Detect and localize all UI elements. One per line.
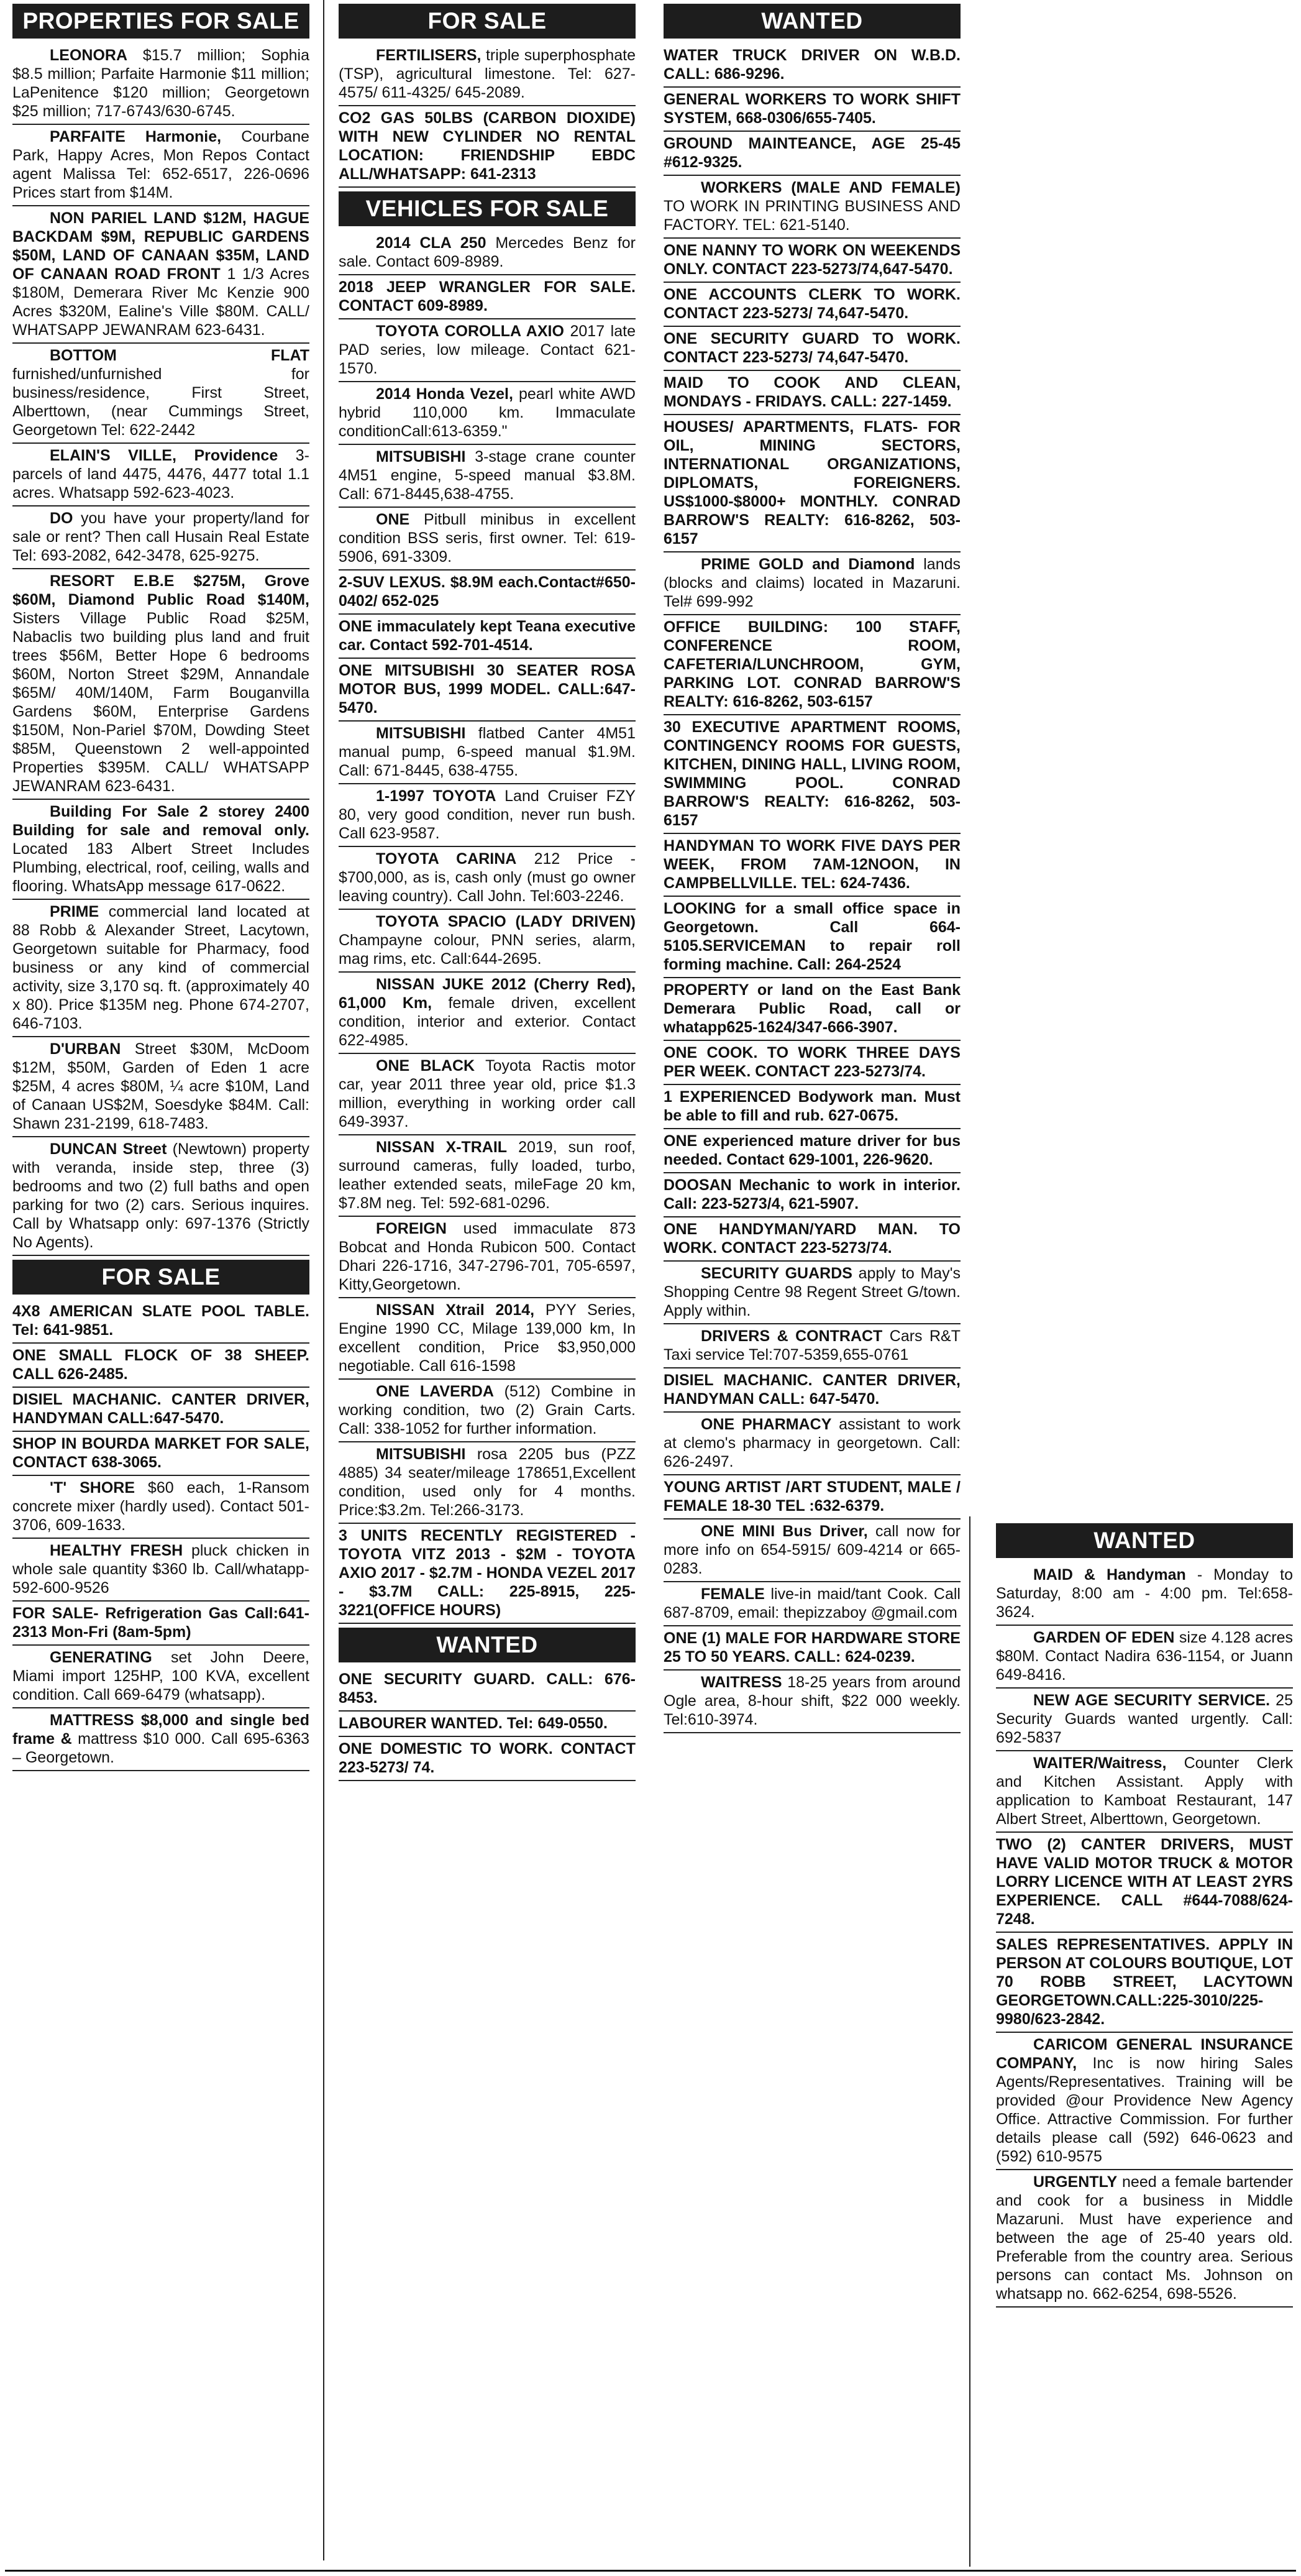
classified-ad	[339, 1524, 636, 1624]
ad-lead-text: MAID TO COOK AND CLEAN, MONDAYS - FRIDAYS. CALL: 227-1459.	[664, 374, 961, 410]
ads-properties	[12, 44, 309, 1256]
ad-body-text: live-in maid/tant Cook. Call 687-8709, email: thepizzaboy @gmail.com	[664, 1585, 961, 1621]
classified-ad	[339, 106, 636, 188]
section-header-properties-for-sale: PROPERTIES FOR SALE	[12, 4, 309, 39]
classified-ad	[339, 1217, 636, 1298]
classified-ad	[339, 1737, 636, 1781]
classified-ad	[664, 615, 961, 715]
ad-lead-text: LOOKING for a small office space in Georgetown. Call 664-5105.SERVICEMAN to repair roll forming machine. Call: 264-2524	[664, 900, 961, 973]
ad-lead-text: WATER TRUCK DRIVER ON W.B.D. CALL: 686-9296.	[664, 47, 961, 83]
ad-body-text: Located 183 Albert Street Includes Plumbing, electrical, roof, ceiling, walls and flooring. WhatsApp message 617-0622.	[12, 840, 309, 895]
classified-ad	[996, 1751, 1293, 1833]
ad-lead-text: LEONORA	[50, 47, 127, 64]
ad-lead-text: ONE ACCOUNTS CLERK TO WORK. CONTACT 223-5273/ 74,647-5470.	[664, 286, 961, 322]
ad-lead-text: RESORT E.B.E $275M, Grove $60M, Diamond Public Road $140M,	[12, 572, 309, 608]
ads-vehicles	[339, 231, 636, 1624]
ad-body-text: 212 Price - $700,000, as is, cash only (must go owner leaving country). Call John. Tel:603-2246.	[339, 850, 636, 905]
classified-ad	[12, 1388, 309, 1432]
ad-lead-text: D'URBAN	[50, 1040, 121, 1058]
ad-lead-text: 2014 Honda Vezel,	[376, 385, 513, 403]
ad-lead-text: Building For Sale 2 storey 2400 Building for sale and removal only.	[12, 803, 309, 839]
ad-body-text: flatbed Canter 4M51 manual pump, 6-speed manual $1.9M. Call: 671-8445, 638-4755.	[339, 725, 636, 779]
ad-lead-text: SHOP IN BOURDA MARKET FOR SALE, CONTACT 638-3065.	[12, 1435, 309, 1471]
ad-lead-text: FOR SALE- Refrigeration Gas Call:641-2313 Mon-Fri (8am-5pm)	[12, 1605, 309, 1641]
ad-lead-text: ONE (1) MALE FOR HARDWARE STORE 25 TO 50 YEARS. CALL: 624-0239.	[664, 1629, 961, 1666]
ad-body-text: 1 1/3 Acres $180M, Demerara River Mc Kenzie 900 Acres $320M, Ealine's Ville $80M. CALL/ WHATSAPP JEWANRAM 623-6431.	[12, 265, 309, 339]
classified-ad	[339, 847, 636, 910]
ad-lead-text: ONE PHARMACY	[701, 1416, 832, 1433]
classified-ad	[664, 176, 961, 239]
classified-ad	[664, 239, 961, 283]
ad-lead-text: ONE immaculately kept Teana executive car. Contact 592-701-4514.	[339, 618, 636, 654]
ad-lead-text: HEALTHY FRESH	[50, 1542, 183, 1559]
ad-body-text: need a female bartender and cook for a business in Middle Mazaruni. Must have experience and between the age of 25-40 years old. Preferable from the country area. Serious persons can contact Ms. Johnson on whatsapp no. 662-6254, 698-5526.	[996, 2173, 1293, 2303]
classified-ad	[339, 1298, 636, 1380]
ad-body-text: pluck chicken in whole sale quantity $360 lb. Call/whatapp- 592-600-9526	[12, 1542, 309, 1597]
ad-body-text: - Monday to Saturday, 8:00 am - 4:00 pm. Tel:658-3624.	[996, 1566, 1293, 1621]
ad-body-text: set John Deere, Miami import 125HP, 100 KVA, excellent condition. Call 669-6479 (whatsapp).	[12, 1649, 309, 1703]
ads-for-sale-misc	[339, 44, 636, 188]
classified-ad	[339, 508, 636, 571]
ad-lead-text: ONE experienced mature driver for bus needed. Contact 629-1001, 226-9620.	[664, 1132, 961, 1168]
classified-ad	[664, 88, 961, 132]
ad-lead-text: ELAIN'S VILLE, Providence	[50, 447, 278, 464]
ad-lead-text: HOUSES/ APARTMENTS, FLATS- FOR OIL, MINING SECTORS, INTERNATIONAL ORGANIZATIONS, DIPLOMATS, FOREIGNERS. US$1000-$8000+ MONTHLY. CONRAD BARROW'S REALTY: 616-8262, 503-6157	[664, 418, 961, 548]
classified-ad	[339, 973, 636, 1054]
classified-ad	[12, 444, 309, 506]
ad-body-text: 3-stage crane counter 4M51 engine, 5-speed manual $3.8M. Call: 671-8445,638-4755.	[339, 448, 636, 503]
classified-ad	[339, 275, 636, 319]
classified-ad	[664, 1324, 961, 1368]
ad-body-text: 18-25 years from around Ogle area, 8-hour shift, $22 000 weekly. Tel:610-3974.	[664, 1674, 961, 1728]
ads-wanted-col3	[664, 44, 961, 1733]
classified-ad	[339, 1135, 636, 1217]
ad-body-text: Land Cruiser FZY 80, very good condition, never run bush. Call 623-9587.	[339, 787, 636, 842]
ad-lead-text: ONE BLACK	[376, 1057, 475, 1075]
ad-lead-text: GROUND MAINTEANCE, AGE 25-45 #612-9325.	[664, 135, 961, 171]
classified-ad	[12, 569, 309, 800]
ad-body-text: rosa 2205 bus (PZZ 4885) 34 seater/mileage 178651,Excellent condition, used only for 4 months. Price:$3.2m. Tel:266-3173.	[339, 1446, 636, 1519]
ad-lead-text: CO2 GAS 50LBS (CARBON DIOXIDE) WITH NEW CYLINDER NO RENTAL LOCATION: FRIENDSHIP EBDC ALL/WHATSAPP: 641-2313	[339, 109, 636, 183]
classified-ad	[664, 1085, 961, 1129]
classified-ad	[996, 1689, 1293, 1751]
ad-lead-text: PRIME	[50, 903, 99, 920]
ad-lead-text: MAID & Handyman	[1033, 1566, 1186, 1584]
classified-ad	[12, 1344, 309, 1388]
ad-lead-text: 2-SUV LEXUS. $8.9M each.Contact#650-0402/ 652-025	[339, 574, 636, 610]
classified-ad	[12, 900, 309, 1037]
ad-lead-text: CARICOM GENERAL INSURANCE COMPANY,	[996, 2036, 1293, 2072]
ad-lead-text: YOUNG ARTIST /ART STUDENT, MALE / FEMALE 18-30 TEL :632-6379.	[664, 1478, 961, 1515]
ad-body-text: (Newtown) property with veranda, inside step, three (3) bedrooms and two (2) full baths and open parking for two (2) cars. Serious inquires. Call by Whatsapp only: 697-1376 (Strictly No Agents).	[12, 1140, 309, 1251]
classified-ad	[339, 231, 636, 275]
ad-lead-text: TWO (2) CANTER DRIVERS, MUST HAVE VALID MOTOR TRUCK & MOTOR LORRY LICENCE WITH AT LEAST 2YRS EXPERIENCE. CALL #644-7088/624-7248.	[996, 1836, 1293, 1928]
ad-body-text: PYY Series, Engine 1990 CC, Milage 139,000 km, In excellent condition, Price $3,950,000 negotiable. Call 616-1598	[339, 1301, 636, 1375]
classified-ad	[339, 722, 636, 784]
ad-body-text: commercial land located at 88 Robb & Alexander Street, Lacytown, Georgetown suitable for Pharmacy, food business or any kind of commercial activity, size 3,170 sq. ft. (approximately 40 x 80). Price $135M neg. Phone 674-2707, 646-7103.	[12, 903, 309, 1032]
ad-lead-text: OFFICE BUILDING: 100 STAFF, CONFERENCE ROOM, CAFETERIA/LUNCHROOM, GYM, PARKING LOT. CONRAD BARROW'S REALTY: 616-8262, 503-6157	[664, 618, 961, 710]
ad-lead-text: 2014 CLA 250	[376, 234, 486, 252]
classified-ad	[996, 1933, 1293, 2033]
ad-lead-text: PRIME GOLD and Diamond	[701, 556, 915, 573]
classified-ad	[12, 1037, 309, 1137]
ad-body-text: Street $30M, McDoom $12M, $50M, Garden of Eden 1 acre $25M, 4 acres $80M, ¼ acre $10M, Land of Canaan US$2M, Soesdyke $84M. Call: Shawn 231-2199, 618-7483.	[12, 1040, 309, 1132]
ads-wanted-col2	[339, 1667, 636, 1781]
ad-lead-text: 4X8 AMERICAN SLATE POOL TABLE. Tel: 641-9851.	[12, 1303, 309, 1339]
classified-ad	[664, 1475, 961, 1519]
classified-ad	[664, 1129, 961, 1173]
ad-lead-text: SALES REPRESENTATIVES. APPLY IN PERSON AT COLOURS BOUTIQUE, LOT 70 ROBB STREET, LACYTOWN GEORGETOWN.CALL:225-3010/225-9980/623-2842.	[996, 1936, 1293, 2028]
section-header-for-sale: FOR SALE	[339, 4, 636, 39]
ad-lead-text: NEW AGE SECURITY SERVICE.	[1033, 1692, 1271, 1709]
classified-ad	[996, 1833, 1293, 1933]
classified-ad	[12, 206, 309, 344]
ad-body-text: pearl white AWD hybrid 110,000 km. Immaculate conditionCall:613-6359."	[339, 385, 636, 440]
classified-ad	[996, 1626, 1293, 1689]
ad-lead-text: ONE MITSUBISHI 30 SEATER ROSA MOTOR BUS, 1999 MODEL. CALL:647-5470.	[339, 662, 636, 717]
ad-lead-text: NISSAN X-TRAIL	[376, 1139, 508, 1156]
classified-ad	[339, 1054, 636, 1135]
ad-lead-text: DISIEL MACHANIC. CANTER DRIVER, HANDYMAN CALL:647-5470.	[12, 1391, 309, 1427]
ad-lead-text: WAITRESS	[701, 1674, 782, 1691]
ad-lead-text: GENERAL WORKERS TO WORK SHIFT SYSTEM, 668-0306/655-7405.	[664, 91, 961, 127]
ad-lead-text: NISSAN Xtrail 2014,	[376, 1301, 535, 1319]
classified-ad	[664, 1671, 961, 1733]
ad-body-text: $60 each, 1-Ransom concrete mixer (hardly used). Contact 501-3706, 609-1633.	[12, 1479, 309, 1534]
classified-ad	[664, 1582, 961, 1626]
ad-lead-text: 3 UNITS RECENTLY REGISTERED - TOYOTA VITZ 2013 - $2M - TOYOTA AXIO 2017 - $2.7M - HONDA VEZEL 2017 - $3.7M CALL: 225-8915, 225-3221(OFFICE HOURS)	[339, 1527, 636, 1619]
ad-lead-text: ONE SMALL FLOCK OF 38 SHEEP. CALL 626-2485.	[12, 1347, 309, 1383]
classified-ad	[12, 506, 309, 569]
classified-ad	[339, 382, 636, 445]
ad-body-text: Champayne colour, PNN series, alarm, mag rims, etc. Call:644-2695.	[339, 932, 636, 968]
classified-ad	[664, 1041, 961, 1085]
classified-ad	[339, 445, 636, 508]
classified-ad	[664, 1217, 961, 1262]
ad-lead-text: 30 EXECUTIVE APARTMENT ROOMS, CONTINGENCY ROOMS FOR GUESTS, KITCHEN, DINING HALL, LIVING ROOM, SWIMMING POOL. CONRAD BARROW'S REALTY: 616-8262, 503-6157	[664, 718, 961, 829]
ad-lead-text: ONE SECURITY GUARD TO WORK. CONTACT 223-5273/ 74,647-5470.	[664, 330, 961, 366]
classified-ad	[339, 1667, 636, 1712]
ad-lead-text: ONE DOMESTIC TO WORK. CONTACT 223-5273/ 74.	[339, 1740, 636, 1776]
section-header-for-sale: FOR SALE	[12, 1260, 309, 1295]
column-divider-left	[323, 0, 324, 2560]
ad-body-text: 3-parcels of land 4475, 4476, 4477 total 1.1 acres. Whatsapp 592-623-4023.	[12, 447, 309, 502]
classified-ad	[12, 44, 309, 125]
classified-ad	[12, 344, 309, 444]
classified-ad	[12, 1137, 309, 1256]
ad-lead-text: TOYOTA COROLLA AXIO	[376, 323, 564, 340]
classified-ad	[664, 1368, 961, 1413]
ad-body-text: Toyota Ractis motor car, year 2011 three year old, price $1.3 million, everything in working order call 649-3937.	[339, 1057, 636, 1130]
classified-ad	[339, 571, 636, 615]
ad-body-text: lands (blocks and claims) located in Mazaruni. Tel# 699-992	[664, 556, 961, 610]
ad-lead-text: FEMALE	[701, 1585, 765, 1603]
classified-ad	[996, 2033, 1293, 2170]
classified-ad	[339, 659, 636, 722]
ad-body-text: Inc is now hiring Sales Agents/Representatives. Training will be provided @our Providence New Agency Office. Attractive Commission. For further details please call (592) 646-0623 and (592) 610-9575	[996, 2055, 1293, 2165]
column-wanted	[664, 0, 961, 2560]
ad-lead-text: NON PARIEL LAND $12M, HAGUE BACKDAM $9M, REPUBLIC GARDENS $50M, LAND OF CANAAN $35M, LAND OF CANAAN ROAD FRONT	[12, 209, 309, 283]
ad-lead-text: GARDEN OF EDEN	[1033, 1629, 1175, 1646]
ad-body-text: $15.7 million; Sophia $8.5 million; Parfaite Harmonie $11 million; LaPenitence $120 million; Georgetown $25 million; 717-6743/630-6745.	[12, 47, 309, 120]
classified-ad	[12, 1476, 309, 1539]
ad-body-text: Courbane Park, Happy Acres, Mon Repos Contact agent Malissa Tel: 652-6517, 226-0696 Prices start from $14M.	[12, 128, 309, 201]
classified-ad	[664, 283, 961, 327]
ad-lead-text: DOOSAN Mechanic to work in interior. Call: 223-5273/4, 621-5907.	[664, 1176, 961, 1212]
ad-body-text: mattress $10 000. Call 695-6363 – Georgetown.	[12, 1730, 309, 1766]
ad-body-text: triple superphosphate (TSP), agricultural limestone. Tel: 627-4575/ 611-4325/ 645-2089.	[339, 47, 636, 101]
ad-lead-text: TOYOTA CARINA	[376, 850, 517, 868]
ads-wanted-col4	[996, 1563, 1293, 2308]
ad-lead-text: DUNCAN Street	[50, 1140, 167, 1158]
ad-lead-text: DISIEL MACHANIC. CANTER DRIVER, HANDYMAN CALL: 647-5470.	[664, 1372, 961, 1408]
ad-lead-text: MITSUBISHI	[376, 1446, 466, 1463]
ad-lead-text: DRIVERS & CONTRACT	[701, 1327, 883, 1345]
ad-lead-text: 1 EXPERIENCED Bodywork man. Must be able to fill and rub. 627-0675.	[664, 1088, 961, 1124]
ad-lead-text: ONE	[376, 511, 410, 528]
ad-lead-text: SECURITY GUARDS	[701, 1265, 852, 1282]
classified-ad	[664, 978, 961, 1041]
classified-ad	[664, 371, 961, 415]
classified-ad	[664, 897, 961, 978]
classified-ad	[12, 1646, 309, 1708]
classified-ad	[664, 132, 961, 176]
ad-lead-text: ONE HANDYMAN/YARD MAN. TO WORK. CONTACT 223-5273/74.	[664, 1221, 961, 1257]
ad-body-text: Cars R&T Taxi service Tel:707-5359,655-0761	[664, 1327, 961, 1364]
section-header-vehicles-for-sale: VEHICLES FOR SALE	[339, 191, 636, 226]
ad-body-text: Mercedes Benz for sale. Contact 609-8989.	[339, 234, 636, 270]
ad-lead-text: PARFAITE Harmonie,	[50, 128, 222, 145]
ad-lead-text: ONE LAVERDA	[376, 1383, 494, 1400]
classified-ad	[664, 1626, 961, 1671]
classified-ad	[664, 1413, 961, 1475]
column-divider-right	[969, 1516, 970, 2567]
section-header-wanted: WANTED	[664, 4, 961, 39]
classified-ad	[12, 1539, 309, 1602]
ad-lead-text: WORKERS (MALE AND FEMALE)	[701, 179, 961, 196]
classified-ad	[339, 910, 636, 973]
ad-lead-text: 'T' SHORE	[50, 1479, 135, 1497]
ad-lead-text: NISSAN JUKE 2012 (Cherry Red), 61,000 Km,	[339, 976, 636, 1012]
ad-lead-text: 2018 JEEP WRANGLER FOR SALE. CONTACT 609-8989.	[339, 278, 636, 314]
classified-ad	[339, 44, 636, 106]
ads-for-sale	[12, 1299, 309, 1771]
column-for-sale-vehicles	[339, 0, 636, 2560]
ad-lead-text: HANDYMAN TO WORK FIVE DAYS PER WEEK, FROM 7AM-12NOON, IN CAMPBELLVILLE. TEL: 624-7436.	[664, 837, 961, 892]
ad-body-text: call now for more info on 654-5915/ 609-4214 or 665-0283.	[664, 1523, 961, 1577]
classified-ad	[339, 1442, 636, 1524]
classified-ad	[996, 2170, 1293, 2308]
ad-body-text: TO WORK IN PRINTING BUSINESS AND FACTORY. TEL: 621-5140.	[664, 198, 961, 234]
classified-ad	[339, 615, 636, 659]
classified-ad	[12, 125, 309, 206]
ad-body-text: (512) Combine in working condition, two (2) Grain Carts. Call: 338-1052 for further information.	[339, 1383, 636, 1437]
ad-lead-text: MITSUBISHI	[376, 725, 466, 742]
classified-ad	[664, 44, 961, 88]
ad-lead-text: ONE NANNY TO WORK ON WEEKENDS ONLY. CONTACT 223-5273/74,647-5470.	[664, 242, 961, 278]
ad-lead-text: TOYOTA SPACIO (LADY DRIVEN)	[376, 913, 636, 930]
classified-ad	[664, 1262, 961, 1324]
classified-ad	[12, 1602, 309, 1646]
ad-lead-text: MITSUBISHI	[376, 448, 466, 465]
classified-ad	[12, 1708, 309, 1771]
ad-body-text: Sisters Village Public Road $25M, Nabaclis two building plus land and fruit trees $56M, Better Hope 6 bedrooms $60M, Norton Street $29M, Annandale $65M/ 40M/140M, Farm Bouganvilla Gardens $60M, Enterprise Gardens $150M, Non-Pariel $70M, Dowding Steet $85M, Queenstown 2 well-appointed Properties $395M. CALL/ WHATSAPP JEWANRAM 623-6431.	[12, 610, 309, 795]
ad-lead-text: LABOURER WANTED. Tel: 649-0550.	[339, 1715, 608, 1732]
classified-ad	[12, 1299, 309, 1344]
ad-lead-text: PROPERTY or land on the East Bank Demerara Public Road, call or whatapp625-1624/347-666-3907.	[664, 981, 961, 1036]
classified-ad	[664, 834, 961, 897]
classified-ad	[339, 1712, 636, 1737]
classified-ad	[664, 1173, 961, 1217]
ad-body-text: 25 Security Guards wanted urgently. Call: 692-5837	[996, 1692, 1293, 1746]
ad-lead-text: URGENTLY	[1033, 2173, 1118, 2191]
ad-body-text: 2017 late PAD series, low mileage. Contact 621-1570.	[339, 323, 636, 377]
ad-body-text: used immaculate 873 Bobcat and Honda Rubicon 500. Contact Dhari 226-1716, 347-2796-701, 705-6597, Kitty,Georgetown.	[339, 1220, 636, 1293]
ad-lead-text: BOTTOM FLAT	[50, 347, 309, 364]
classified-ad	[12, 800, 309, 900]
classified-ad	[339, 319, 636, 382]
ad-body-text: apply to May's Shopping Centre 98 Regent Street G/town. Apply within.	[664, 1265, 961, 1319]
ad-lead-text: MATTRESS $8,000 and single bed frame &	[12, 1712, 309, 1748]
ad-body-text: Pitbull minibus in excellent condition BSS seris, first owner. Tel: 619-5906, 691-3309.	[339, 511, 636, 566]
classified-ad	[664, 327, 961, 371]
ad-lead-text: 1-1997 TOYOTA	[376, 787, 496, 805]
section-header-wanted: WANTED	[339, 1628, 636, 1662]
classified-ad	[664, 415, 961, 552]
ad-lead-text: WAITER/Waitress,	[1033, 1754, 1167, 1772]
ad-body-text: 2019, sun roof, surround cameras, fully loaded, turbo, leather extended seats, mileFage 20 km, $7.8M neg. Tel: 592-681-0296.	[339, 1139, 636, 1212]
ad-lead-text: FOREIGN	[376, 1220, 447, 1237]
ad-body-text: Counter Clerk and Kitchen Assistant. Apply with application to Kamboat Restaurant, 147 Albert Street, Alberttown, Georgetown.	[996, 1754, 1293, 1828]
section-header-wanted: WANTED	[996, 1523, 1293, 1558]
column-wanted-right	[996, 1519, 1293, 2570]
ad-lead-text: ONE MINI Bus Driver,	[701, 1523, 868, 1540]
column-properties	[12, 0, 309, 2560]
ad-lead-text: ONE SECURITY GUARD. CALL: 676-8453.	[339, 1671, 636, 1707]
classified-ad	[339, 784, 636, 847]
ad-body-text: female driven, excellent condition, interior and exterior. Contact 622-4985.	[339, 994, 636, 1049]
ad-body-text: assistant to work at clemo's pharmacy in georgetown. Call: 626-2497.	[664, 1416, 961, 1470]
classified-ad	[664, 552, 961, 615]
classified-ad	[996, 1563, 1293, 1626]
ad-lead-text: DO	[50, 510, 73, 527]
ad-body-text: size 4.128 acres $80M. Contact Nadira 636-1154, or Juann 649-8416.	[996, 1629, 1293, 1684]
classified-ad	[664, 715, 961, 834]
ad-lead-text: GENERATING	[50, 1649, 152, 1666]
classified-ad	[339, 1380, 636, 1442]
classified-ad	[12, 1432, 309, 1476]
ad-body-text: furnished/unfurnished for business/residence, First Street, Alberttown, (near Cummings Street, Georgetown Tel: 622-2442	[12, 365, 309, 439]
ad-lead-text: ONE COOK. TO WORK THREE DAYS PER WEEK. CONTACT 223-5273/74.	[664, 1044, 961, 1080]
ad-body-text: you have your property/land for sale or rent? Then call Husain Real Estate Tel: 693-2082, 642-3478, 625-9275.	[12, 510, 309, 564]
classified-ad	[664, 1519, 961, 1582]
ad-lead-text: FERTILISERS,	[376, 47, 482, 64]
